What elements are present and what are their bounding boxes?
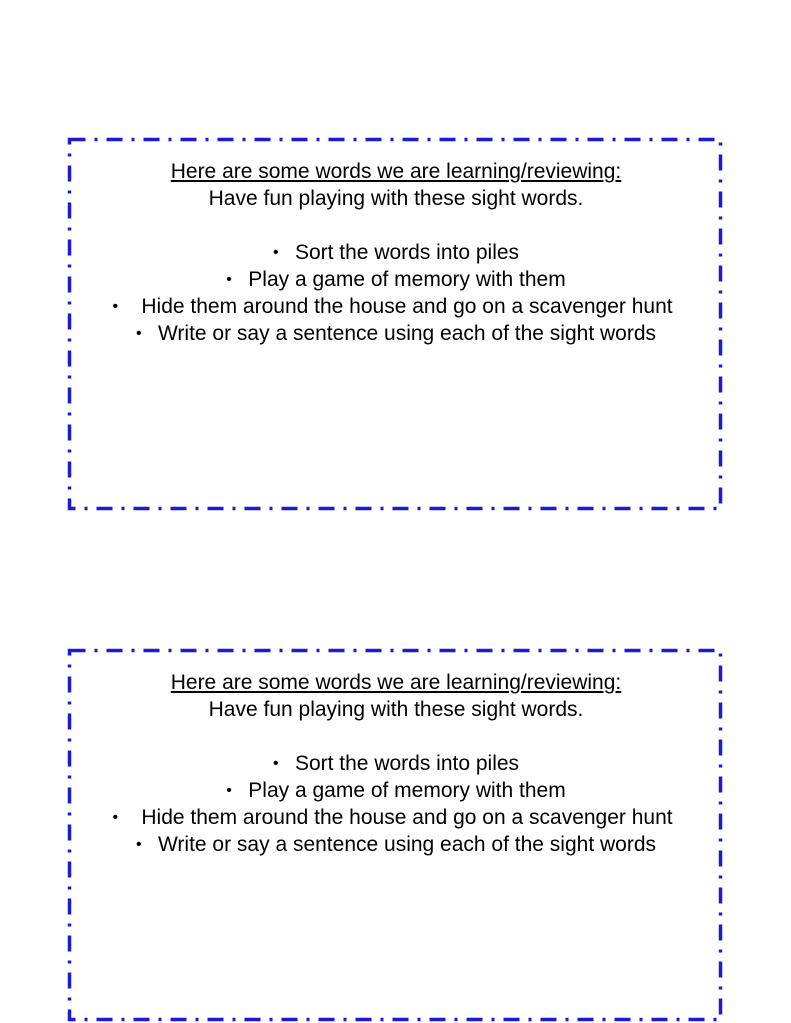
bullet-icon: • bbox=[272, 244, 279, 261]
list-item-text: Write or say a sentence using each of the sight words bbox=[157, 322, 657, 345]
list-item bbox=[68, 320, 724, 347]
list-item-text: Play a game of memory with them bbox=[248, 268, 566, 291]
activity-list bbox=[68, 239, 724, 347]
bullet-icon: • bbox=[135, 836, 142, 853]
list-item bbox=[109, 804, 684, 831]
activity-list bbox=[68, 750, 724, 858]
list-item bbox=[68, 750, 724, 777]
instruction-card-1 bbox=[68, 138, 724, 512]
card-subheading: Have fun playing with these sight words. bbox=[208, 698, 584, 721]
list-item bbox=[68, 266, 724, 293]
list-item-text: Sort the words into piles bbox=[294, 752, 520, 775]
instruction-card-2 bbox=[68, 649, 724, 1023]
list-item-text: Hide them around the house and go on a scavenger hunt bbox=[141, 806, 673, 829]
card-heading: Here are some words we are learning/reviewing: bbox=[170, 160, 622, 183]
list-item bbox=[68, 831, 724, 858]
bullet-icon: • bbox=[226, 271, 232, 288]
list-item bbox=[109, 293, 684, 320]
list-item bbox=[68, 239, 724, 266]
list-item-text: Sort the words into piles bbox=[294, 241, 520, 264]
list-item-text: Hide them around the house and go on a scavenger hunt bbox=[141, 295, 673, 318]
bullet-icon: • bbox=[112, 809, 119, 826]
bullet-icon: • bbox=[226, 782, 232, 799]
card-heading: Here are some words we are learning/reviewing: bbox=[170, 671, 622, 694]
card-subheading: Have fun playing with these sight words. bbox=[208, 187, 584, 210]
list-item bbox=[68, 777, 724, 804]
card-content bbox=[68, 158, 724, 347]
list-item-text: Play a game of memory with them bbox=[248, 779, 566, 802]
bullet-icon: • bbox=[135, 325, 142, 342]
bullet-icon: • bbox=[112, 298, 119, 315]
list-item-text: Write or say a sentence using each of the sight words bbox=[157, 833, 657, 856]
card-content bbox=[68, 669, 724, 858]
bullet-icon: • bbox=[272, 755, 279, 772]
